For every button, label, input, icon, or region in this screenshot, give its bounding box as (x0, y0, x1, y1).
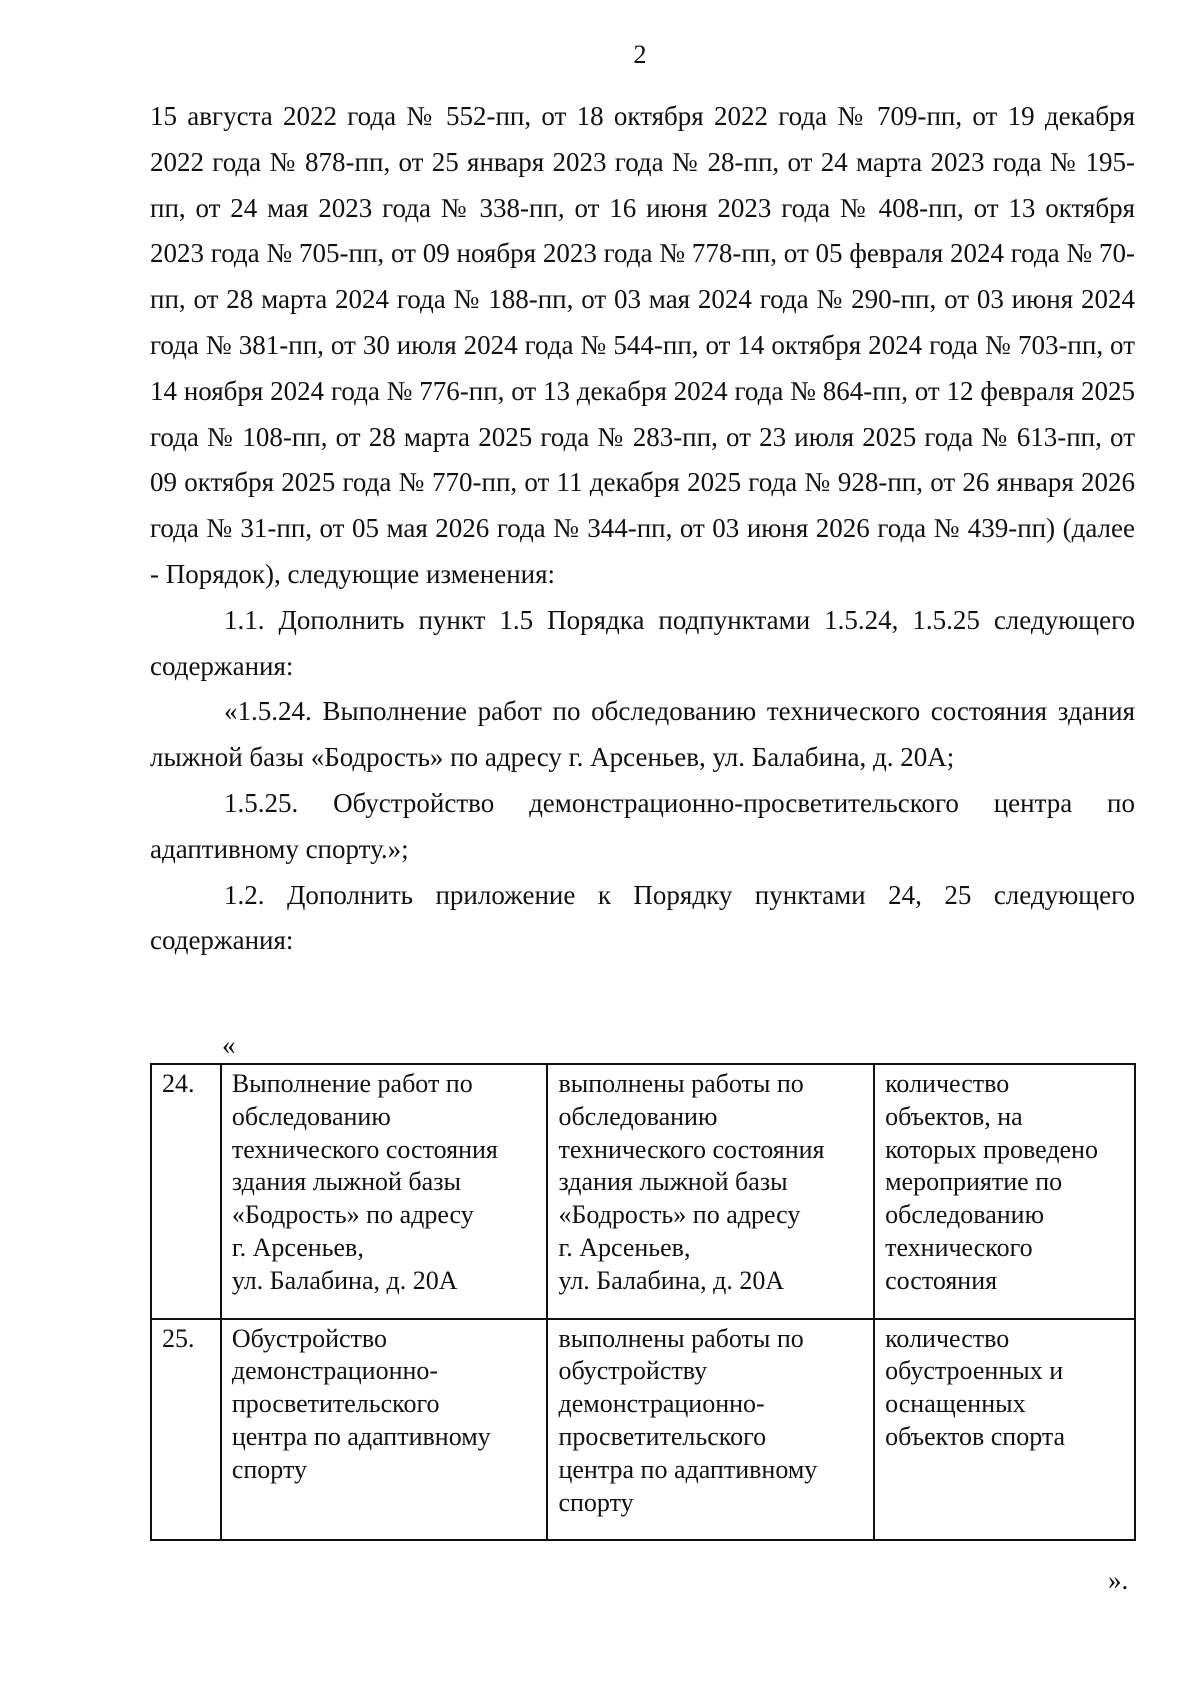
cell-line: просветительского (558, 1421, 767, 1451)
cell-line: количество (885, 1323, 1010, 1353)
row-number-cell: 24. (151, 1064, 221, 1319)
amendment-table-body (151, 1064, 1135, 1540)
indicator-cell (874, 1064, 1135, 1319)
cell-line: которых проведено (885, 1134, 1098, 1164)
cell-line: выполнены работы по (558, 1069, 804, 1098)
closing-quote-mark: ». (1108, 1565, 1129, 1595)
paragraph-amended-acts: 15 августа 2022 года № 552-пп, от 18 октября 2022 года № 709-пп, от 19 декабря 2022 года № 878-пп, от 25 января 2023 года № 28-пп, от 24 марта 2023 года № 195-пп, от 24 мая 2023 года № 338-пп, от 16 июня 2023 года № 408-пп, от 13 октября 2023 года № 705-пп, от 09 ноября 2023 года № 778-пп, от 05 февраля 2024 года № 70-пп, от 28 марта 2024 года № 188-пп, от 03 мая 2024 года № 290-пп, от 03 июня 2024 года № 381-пп, от 30 июля 2024 года № 544-пп, от 14 октября 2024 года № 703-пп, от 14 ноября 2024 года № 776-пп, от 13 декабря 2024 года № 864-пп, от 12 февраля 2025 года № 108-пп, от 28 марта 2025 года № 283-пп, от 23 июля 2025 года № 613-пп, от 09 октября 2025 года № 770-пп, от 11 декабря 2025 года № 928-пп, от 26 января 2026 года № 31-пп, от 05 мая 2026 года № 344-пп, от 03 июня 2026 года № 439-пп) (далее - Порядок), следующие изменения: (150, 101, 1135, 589)
cell-line: обследованию (231, 1101, 391, 1131)
cell-line: демонстрационно- (558, 1389, 765, 1419)
cell-line: спорту (558, 1487, 634, 1517)
cell-line: технического (885, 1232, 1033, 1262)
cell-line: Обустройство (231, 1323, 387, 1353)
cell-line: «Бодрость» по адресу (231, 1200, 474, 1230)
cell-line: г. Арсеньев, (558, 1232, 691, 1262)
paragraph-item-1-2: 1.2. Дополнить приложение к Порядку пунктами 24, 25 следующего содержания: (150, 879, 1135, 956)
cell-line: центра по адаптивному (558, 1454, 818, 1484)
cell-line: объектов, на (885, 1101, 1023, 1131)
cell-line: здания лыжной базы (231, 1167, 461, 1197)
cell-line: г. Арсеньев, (231, 1232, 364, 1262)
cell-line: выполнены работы по (558, 1323, 804, 1353)
table-row (151, 1064, 1135, 1319)
cell-line: мероприятие по (885, 1167, 1063, 1197)
cell-line: ул. Балабина, д. 20А (231, 1265, 458, 1295)
cell-line: обследованию (885, 1200, 1044, 1230)
table-row (151, 1319, 1135, 1541)
document-body (150, 94, 1135, 964)
cell-line: здания лыжной базы (558, 1167, 788, 1197)
paragraph-subitem-1-5-25: 1.5.25. Обустройство демонстрационно-просветительского центра по адаптивному спорту.»; (150, 787, 1135, 864)
result-cell (547, 1064, 874, 1319)
cell-line: обустройству (558, 1356, 708, 1386)
page-number: 2 (633, 40, 647, 69)
cell-line: технического состояния (558, 1134, 825, 1164)
cell-line: состояния (885, 1265, 998, 1295)
row-number-cell: 25. (151, 1319, 221, 1541)
paragraph-subitem-1-5-24: «1.5.24. Выполнение работ по обследованию технического состояния здания лыжной базы «Бодрость» по адресу г. Арсеньев, ул. Балабина, д. 20А; (150, 696, 1135, 773)
cell-line: технического состояния (231, 1134, 498, 1164)
paragraph-item-1-1: 1.1. Дополнить пункт 1.5 Порядка подпунктами 1.5.24, 1.5.25 следующего содержания: (150, 604, 1135, 681)
cell-line: просветительского (231, 1389, 440, 1419)
cell-line: оснащенных (885, 1389, 1026, 1419)
cell-line: центра по адаптивному (231, 1421, 491, 1451)
opening-quote-mark: « (222, 1030, 236, 1060)
amendment-table (150, 1063, 1136, 1541)
cell-line: спорту (231, 1454, 307, 1484)
cell-line: демонстрационно- (231, 1356, 439, 1386)
cell-line: ул. Балабина, д. 20А (558, 1265, 785, 1295)
cell-line: обследованию (558, 1101, 718, 1131)
activity-name-cell (221, 1064, 548, 1319)
activity-name-cell (221, 1319, 548, 1541)
cell-line: обустроенных и (885, 1356, 1064, 1386)
indicator-cell (874, 1319, 1135, 1541)
cell-line: количество (885, 1069, 1010, 1098)
cell-line: объектов спорта (885, 1421, 1066, 1451)
result-cell (547, 1319, 874, 1541)
cell-line: Выполнение работ по (231, 1069, 473, 1098)
cell-line: «Бодрость» по адресу (558, 1200, 801, 1230)
